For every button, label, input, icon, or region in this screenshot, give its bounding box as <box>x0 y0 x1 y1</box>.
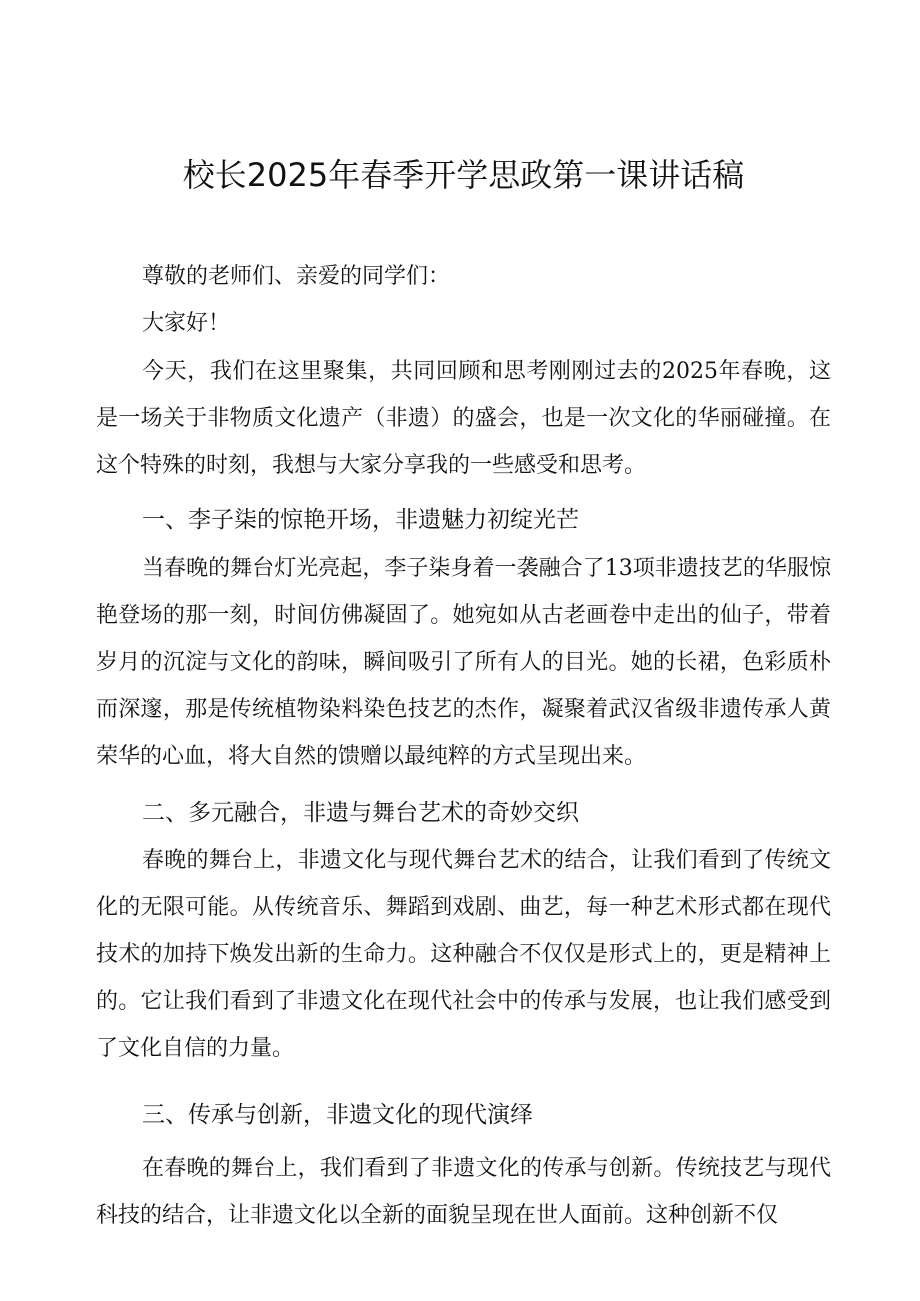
section-heading-2: 二、多元融合，非遗与舞台艺术的奇妙交织 <box>142 800 579 826</box>
document-title: 校长2025年春季开学思政第一课讲话稿 <box>182 156 745 194</box>
section-body-2: 春晚的舞台上，非遗文化与现代舞台艺术的结合，让我们看到了传统文化的无限可能。从传统音乐、舞蹈到戏剧、曲艺，每一种艺术形式都在现代技术的加持下焕发出新的生命力。这种融合不仅仅是形式上的，更是精神上的。它让我们看到了非遗文化在现代社会中的传承与发展，也让我们感受到了文化自信的力量。 <box>96 848 831 1061</box>
section-heading-1: 一、李子柒的惊艳开场，非遗魅力初绽光芒 <box>142 507 579 533</box>
section-heading-3: 三、传承与创新，非遗文化的现代演绎 <box>142 1102 533 1128</box>
salutation: 尊敬的老师们、亲爱的同学们： <box>142 264 451 289</box>
section-body-3: 在春晚的舞台上，我们看到了非遗文化的传承与创新。传统技艺与现代科技的结合，让非遗文化以全新的面貌呈现在世人面前。这种创新不仅 <box>96 1156 831 1228</box>
intro-paragraph: 今天，我们在这里聚集，共同回顾和思考刚刚过去的2025年春晚，这是一场关于非物质文化遗产（非遗）的盛会，也是一次文化的华丽碰撞。在这个特殊的时刻，我想与大家分享我的一些感受和思考。 <box>96 359 831 478</box>
section-body-1: 当春晚的舞台灯光亮起，李子柒身着一袭融合了13项非遗技艺的华服惊艳登场的那一刻，时间仿佛凝固了。她宛如从古老画卷中走出的仙子，带着岁月的沉淀与文化的韵味，瞬间吸引了所有人的目光。她的长裙，色彩质朴而深邃，那是传统植物染料染色技艺的杰作，凝聚着武汉省级非遗传承人黄荣华的心血，将大自然的馈赠以最纯粹的方式呈现出来。 <box>96 556 831 769</box>
greeting: 大家好！ <box>142 311 231 336</box>
